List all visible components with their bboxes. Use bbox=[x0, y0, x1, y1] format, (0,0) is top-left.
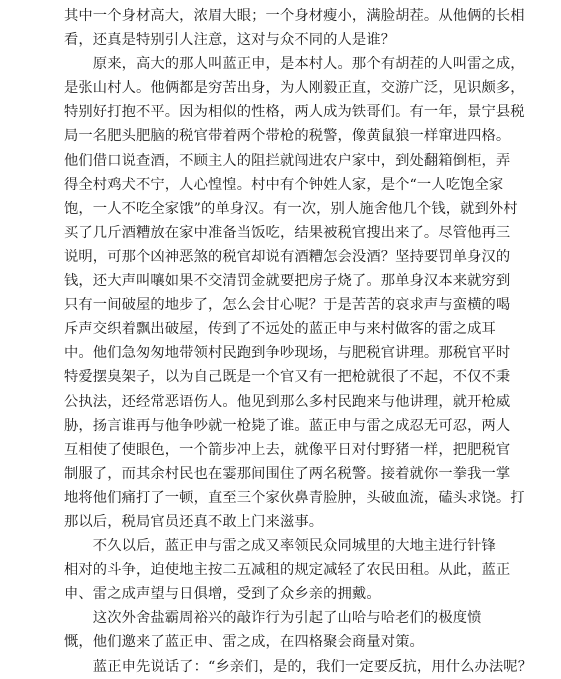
text-line: 只有一间破屋的地步了，怎么会甘心呢？于是苦苦的哀求声与蛮横的喝 bbox=[64, 297, 511, 314]
text-line: 特爱摆臭架子，以为自己既是一个官又有一把枪就很了不起，不仅不秉 bbox=[64, 369, 511, 386]
body-text bbox=[64, 4, 552, 679]
text-line: 说明，可那个凶神恶煞的税官却说有酒糟怎会没酒？坚持要罚单身汉的 bbox=[64, 248, 511, 265]
text-line: 慨，他们邀来了蓝正申、雷之成，在四格聚会商量对策。 bbox=[64, 634, 424, 651]
text-line: 制服了，而其余村民也在霎那间围住了两名税警。接着就你一拳我一掌 bbox=[64, 465, 511, 482]
text-line: 其中一个身材高大，浓眉大眼；一个身材瘦小，满脸胡茬。从他俩的长相 bbox=[64, 8, 525, 24]
text-line: 得全村鸡犬不宁，人心惶惶。村中有个钟姓人家，是个“一人吃饱全家 bbox=[64, 176, 504, 193]
text-line: 局一名肥头肥脑的税官带着两个带枪的税警，像黄鼠狼一样窜进四格。 bbox=[64, 128, 511, 145]
text-line: 中。他们急匆匆地带领村民跑到争吵现场，与肥税官讲理。那税官平时 bbox=[64, 345, 511, 362]
text-line: 地将他们痛打了一顿，直至三个家伙鼻青脸肿，头破血流，磕头求饶。打 bbox=[64, 489, 525, 506]
text-line: 互相使了使眼色，一个箭步冲上去，就像平日对付野猪一样，把肥税官 bbox=[64, 441, 511, 458]
text-line: 钱，还大声叫嚷如果不交清罚金就要把房子烧了。那单身汉本来就穷到 bbox=[64, 273, 511, 290]
text-line: 看，还真是特别引人注意，这对与众不同的人是谁？ bbox=[64, 32, 396, 49]
text-line: 饱，一人不吃全家饿”的单身汉。有一次，别人施舍他几个钱，就到外村 bbox=[64, 200, 518, 217]
text-line: 那以后，税局官员还真不敢上门来滋事。 bbox=[64, 513, 324, 530]
text-line: 斥声交织着飘出破屋，传到了不远处的蓝正申与来村做客的雷之成耳 bbox=[64, 321, 496, 338]
text-line: 买了几斤酒糟放在家中准备当饭吃，结果被税官搜出来了。尽管他再三 bbox=[64, 224, 511, 241]
paragraph-start-line: 这次外舍盐霸周裕兴的敲诈行为引起了山哈与哈老们的极度愤 bbox=[64, 610, 482, 627]
text-line: 相对的斗争，迫使地主按二五减租的规定减轻了农民田租。从此，蓝正 bbox=[64, 562, 511, 579]
text-line: 特别好打抱不平。因为相似的性格，两人成为铁哥们。有一年，景宁县税 bbox=[64, 104, 525, 121]
text-line: 是张山村人。他俩都是穷苦出身，为人刚毅正直，交游广泛，见识颇多， bbox=[64, 80, 525, 97]
text-line: 申、雷之成声望与日俱增，受到了众乡亲的拥戴。 bbox=[64, 586, 381, 603]
paragraph-start-line: 蓝正申先说话了：“乡亲们，是的，我们一定要反抗，用什么办法呢？ bbox=[64, 658, 533, 675]
paragraph-start-line: 不久以后，蓝正申与雷之成又率领民众同城里的大地主进行针锋 bbox=[64, 538, 496, 555]
paragraph-start-line: 原来，高大的那人叫蓝正申，是本村人。那个有胡茬的人叫雷之成， bbox=[64, 56, 525, 73]
text-line: 他们借口说查酒，不顾主人的阻拦就闯进农户家中，到处翻箱倒柜，弄 bbox=[64, 152, 511, 169]
text-line: 胁，扬言谁再与他争吵就一枪毙了谁。蓝正申与雷之成忍无可忍，两人 bbox=[64, 417, 511, 434]
text-line: 公执法，还经常恶语伤人。他见到那么多村民跑来与他讲理，就开枪威 bbox=[64, 393, 511, 410]
